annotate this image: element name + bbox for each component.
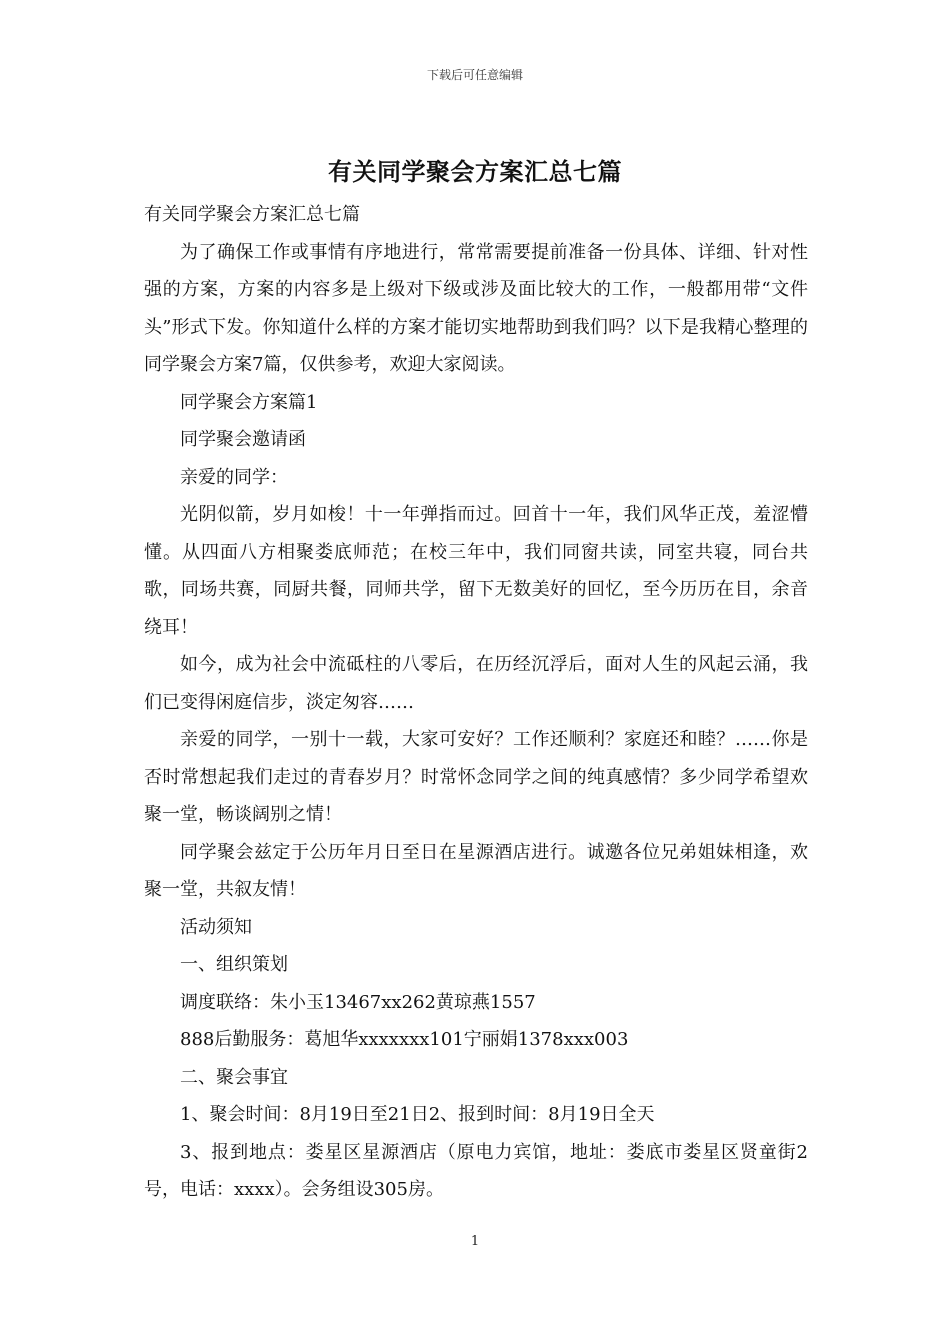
contact-line: 调度联络：朱小玉13467xx262黄琼燕1557 [180,991,536,1013]
gathering-heading: 二、聚会事宜 [180,1066,288,1088]
subtitle-line: 有关同学聚会方案汇总七篇 [144,204,360,225]
document-title: 有关同学聚会方案汇总七篇 [328,157,622,186]
time-line: 1、聚会时间：8月19日至21日2、报到时间：8月19日全天 [180,1104,655,1125]
intro-paragraph: 为了确保工作或事情有序地进行，常常需要提前准备一份具体、详细、针对性强的方案，方案的内容多是上级对下级或涉及面比较大的工作，一般都用带“文件头”形式下发。你知道什么样的方案才能切实地帮助到我们吗？以下是我精心整理的同学聚会方案7篇，仅供参考，欢迎大家阅读。 [144,241,808,375]
invitation-heading: 同学聚会邀请函 [180,429,306,450]
logistics-line: 888后勤服务：葛旭华xxxxxxx101宁丽娟1378xxx003 [180,1029,629,1050]
paragraph: 同学聚会兹定于公历年月日至日在星源酒店进行。诚邀各位兄弟姐妹相逢，欢聚一堂，共叙友情！ [144,841,808,900]
header-note: 下载后可任意编辑 [426,68,523,82]
paragraph: 亲爱的同学，一别十一载，大家可安好？工作还顺利？家庭还和睦？……你是否时常想起我们走过的青春岁月？时常怀念同学之间的纯真感情？多少同学希望欢聚一堂，畅谈阔别之情！ [144,729,808,825]
activity-notice-heading: 活动须知 [180,916,252,938]
location-line: 3、报到地点：娄星区星源酒店（原电力宾馆，地址：娄底市娄星区贤童街2号，电话：xxxx）。会务组设305房。 [144,1141,808,1200]
page-number: 1 [470,1234,480,1249]
paragraph: 光阴似箭，岁月如梭！十一年弹指而过。回首十一年，我们风华正茂，羞涩懵懂。从四面八方相聚娄底师范；在校三年中，我们同窗共读，同室共寝，同台共歌，同场共赛，同厨共餐，同师共学，留下无数美好的回忆，至今历历在目，余音绕耳！ [144,504,808,638]
document-body [144,196,808,1209]
organization-heading: 一、组织策划 [180,954,288,975]
salutation: 亲爱的同学： [180,466,288,488]
paragraph: 如今，成为社会中流砥柱的八零后，在历经沉浮后，面对人生的风起云涌，我们已变得闲庭信步，淡定匆容…… [144,654,808,713]
section-heading: 同学聚会方案篇1 [180,391,318,413]
